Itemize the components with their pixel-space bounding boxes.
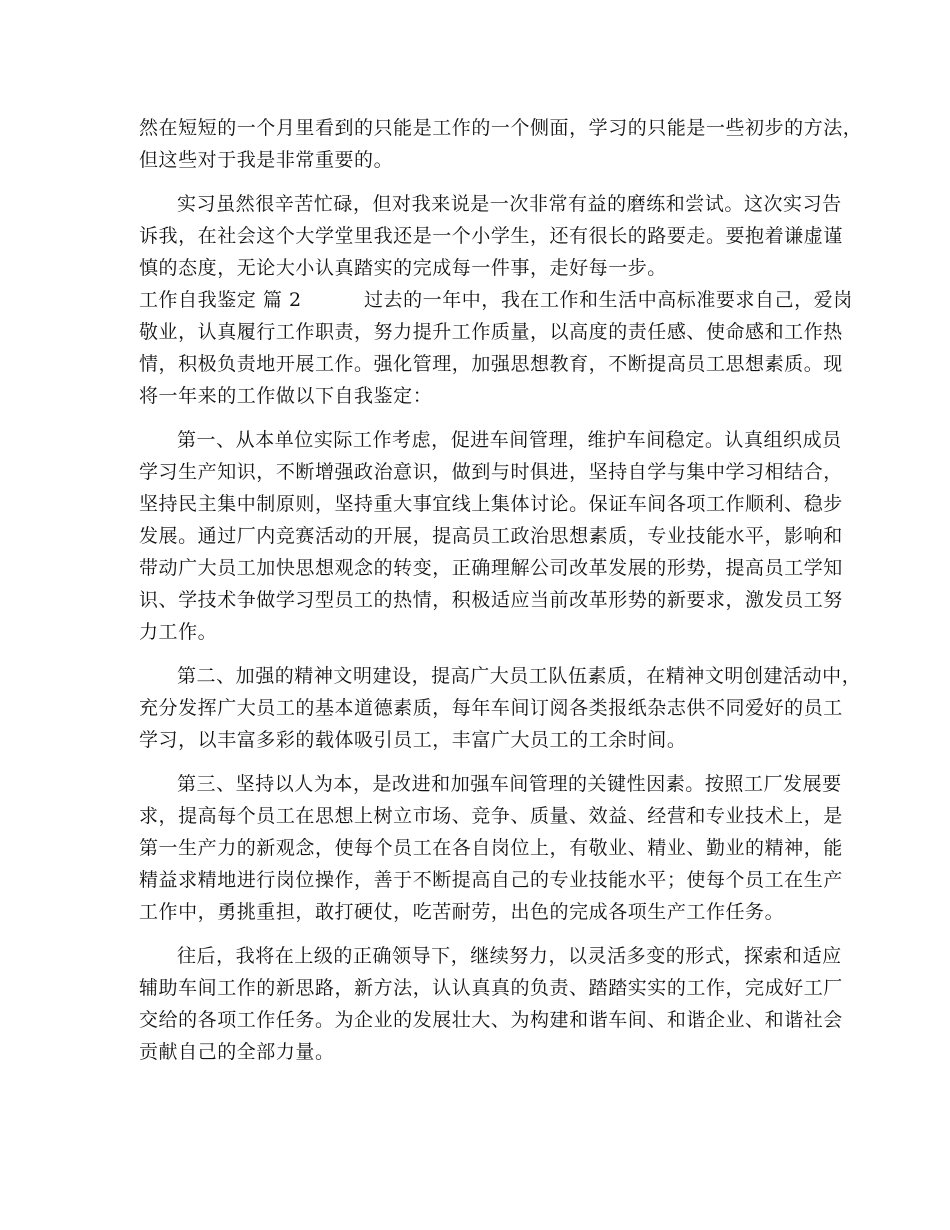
text-line: 诉我，在社会这个大学堂里我还是一个小学生，还有很长的路要走。要抱着谦虚谨 [139, 225, 843, 247]
paragraph-2 [139, 188, 843, 284]
paragraph-5 [139, 660, 862, 756]
text-line: 发展。通过厂内竞赛活动的开展，提高员工政治思想素质，专业技能水平，影响和 [139, 525, 843, 547]
text-line: 充分发挥广大员工的基本道德素质，每年车间订阅各类报纸杂志供不同爱好的员工 [139, 697, 843, 719]
text-line: 识、学技术争做学习型员工的热情，积极适应当前改革形势的新要求，激发员工努 [139, 589, 843, 611]
text-line: 实习虽然很辛苦忙碌，但对我来说是一次非常有益的磨练和尝试。这次实习告 [177, 193, 842, 215]
text-line: 坚持民主集中制原则，坚持重大事宜线上集体讨论。保证车间各项工作顺利、稳步 [139, 493, 843, 515]
text-line: 力工作。 [139, 621, 218, 643]
text-line: 求，提高每个员工在思想上树立市场、竞争、质量、效益、经营和专业技术上，是 [139, 805, 843, 827]
section-heading: 工作自我鉴定 篇 2 [139, 289, 302, 311]
text-line [139, 284, 853, 316]
text-line: 辅助车间工作的新思路，新方法，认认真真的负责、踏踏实实的工作，完成好工厂 [139, 977, 843, 999]
text-line: 第一、从本单位实际工作考虑，促进车间管理，维护车间稳定。认真组织成员 [177, 429, 842, 451]
text-line: 贡献自己的全部力量。 [139, 1041, 335, 1063]
text-line: 工作中，勇挑重担，敢打硬仗，吃苦耐劳，出色的完成各项生产工作任务。 [139, 901, 785, 923]
paragraph-3 [139, 284, 853, 412]
text-line: 第二、加强的精神文明建设，提高广大员工队伍素质，在精神文明创建活动中， [177, 665, 862, 687]
text-line: 然在短短的一个月里看到的只能是工作的一个侧面，学习的只能是一些初步的方法， [139, 117, 863, 139]
paragraph-4 [139, 424, 843, 648]
paragraph-7 [139, 940, 843, 1068]
text-segment: 过去的一年中，我在工作和生活中高标准要求自己，爱岗 [364, 289, 853, 311]
text-line: 但这些对于我是非常重要的。 [139, 149, 394, 171]
text-line: 交给的各项工作任务。为企业的发展壮大、为构建和谐车间、和谐企业、和谐社会 [139, 1009, 843, 1031]
document-page [139, 112, 863, 1068]
text-line: 第三、坚持以人为本，是改进和加强车间管理的关键性因素。按照工厂发展要 [177, 773, 842, 795]
text-line: 第一生产力的新观念，使每个员工在各自岗位上，有敬业、精业、勤业的精神，能 [139, 837, 843, 859]
paragraph-6 [139, 768, 843, 928]
text-line: 将一年来的工作做以下自我鉴定： [139, 385, 433, 407]
text-line: 带动广大员工加快思想观念的转变，正确理解公司改革发展的形势，提高员工学知 [139, 557, 843, 579]
text-line: 情，积极负责地开展工作。强化管理，加强思想教育，不断提高员工思想素质。现 [139, 353, 843, 375]
text-line: 慎的态度，无论大小认真踏实的完成每一件事，走好每一步。 [139, 257, 667, 279]
text-line: 敬业，认真履行工作职责，努力提升工作质量，以高度的责任感、使命感和工作热 [139, 321, 843, 343]
text-line: 学习生产知识，不断增强政治意识，做到与时俱进，坚持自学与集中学习相结合， [139, 461, 843, 483]
text-line: 学习，以丰富多彩的载体吸引员工，丰富广大员工的工余时间。 [139, 729, 687, 751]
text-line: 精益求精地进行岗位操作，善于不断提高自己的专业技能水平；使每个员工在生产 [139, 869, 843, 891]
text-line: 往后，我将在上级的正确领导下，继续努力，以灵活多变的形式，探索和适应 [177, 945, 842, 967]
paragraph-1 [139, 112, 863, 176]
